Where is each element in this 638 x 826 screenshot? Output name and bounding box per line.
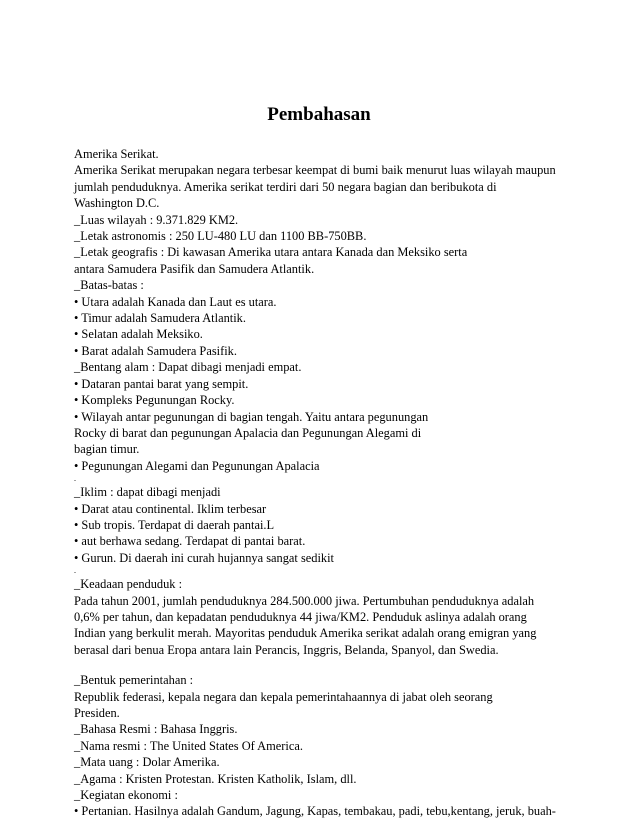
text-line: • Dataran pantai barat yang sempit. (74, 376, 249, 391)
text-line: • Darat atau continental. Iklim terbesar (74, 501, 267, 516)
text-line: • aut berhawa sedang. Terdapat di pantai barat. (74, 534, 306, 549)
text-line: _Batas-batas : (74, 278, 144, 293)
document-title: Pembahasan (267, 104, 371, 125)
text-line: Amerika Serikat merupakan negara terbesar keempat di bumi baik menurut luas wilayah maupun (74, 163, 556, 178)
text-line: • Wilayah antar pegunungan di bagian tengah. Yaitu antara pegunungan (74, 409, 429, 424)
text-line: • Pegunungan Alegami dan Pegunungan Apalacia (74, 458, 320, 473)
text-line: Indian yang berkulit merah. Mayoritas penduduk Amerika serikat adalah orang emigran yang (74, 626, 537, 641)
text-line: _Kegiatan ekonomi : (74, 788, 178, 803)
text-line: berasal dari benua Eropa antara lain Perancis, Inggris, Belanda, Spanyol, dan Swedia. (74, 642, 499, 657)
text-line: bagian timur. (74, 442, 140, 457)
text-line: jumlah penduduknya. Amerika serikat terdiri dari 50 negara bagian dan beribukota di (74, 179, 497, 194)
text-line: _Bentuk pemerintahan : (74, 673, 194, 688)
text-line: • Barat adalah Samudera Pasifik. (74, 343, 237, 358)
text-line: • Sub tropis. Terdapat di daerah pantai.L (74, 517, 275, 532)
text-line: • Selatan adalah Meksiko. (74, 327, 203, 342)
text-line: _Letak astronomis : 250 LU-480 LU dan 1100 BB-750BB. (74, 229, 367, 244)
text-line: • Kompleks Pegunungan Rocky. (74, 393, 235, 408)
text-line: antara Samudera Pasifik dan Samudera Atlantik. (74, 261, 315, 276)
text-line: • Pertanian. Hasilnya adalah Gandum, Jagung, Kapas, tembakau, padi, tebu,kentang, jeruk, buah- (74, 804, 556, 819)
text-line: _Iklim : dapat dibagi menjadi (74, 485, 221, 500)
text-line: Amerika Serikat. (74, 147, 159, 161)
text-line: Republik federasi, kepala negara dan kepala pemerintahaannya di jabat oleh seorang (74, 689, 493, 704)
text-line: _Bahasa Resmi : Bahasa Inggris. (74, 722, 238, 737)
text-line: Presiden. (74, 706, 120, 720)
text-line: _Luas wilayah : 9.371.829 KM2. (74, 212, 239, 227)
text-line: 0,6% per tahun, dan kepadatan penduduknya 44 jiwa/KM2. Penduduk aslinya adalah orang (74, 609, 527, 624)
text-line: Washington D.C. (74, 196, 160, 211)
text-line: _Nama resmi : The United States Of America. (74, 738, 303, 753)
text-line: . (74, 566, 76, 576)
text-line: _Bentang alam : Dapat dibagi menjadi empat. (74, 360, 302, 375)
text-line: _Keadaan penduduk : (74, 577, 183, 592)
text-line: _Letak geografis : Di kawasan Amerika utara antara Kanada dan Meksiko serta (74, 245, 468, 260)
text-line: • Gurun. Di daerah ini curah hujannya sangat sedikit (74, 550, 334, 565)
text-line (74, 658, 574, 672)
text-line: Pada tahun 2001, jumlah penduduknya 284.500.000 jiwa. Pertumbuhan penduduknya adalah (74, 593, 535, 608)
text-line: • Utara adalah Kanada dan Laut es utara. (74, 294, 277, 309)
text-line: • Timur adalah Samudera Atlantik. (74, 311, 246, 326)
text-line: Rocky di barat dan pegunungan Apalacia dan Pegunungan Alegami di (74, 425, 422, 440)
document-body (74, 146, 574, 820)
text-line: _Agama : Kristen Protestan. Kristen Katholik, Islam, dll. (74, 771, 357, 786)
text-line: . (74, 474, 76, 484)
text-line: _Mata uang : Dolar Amerika. (74, 755, 220, 770)
